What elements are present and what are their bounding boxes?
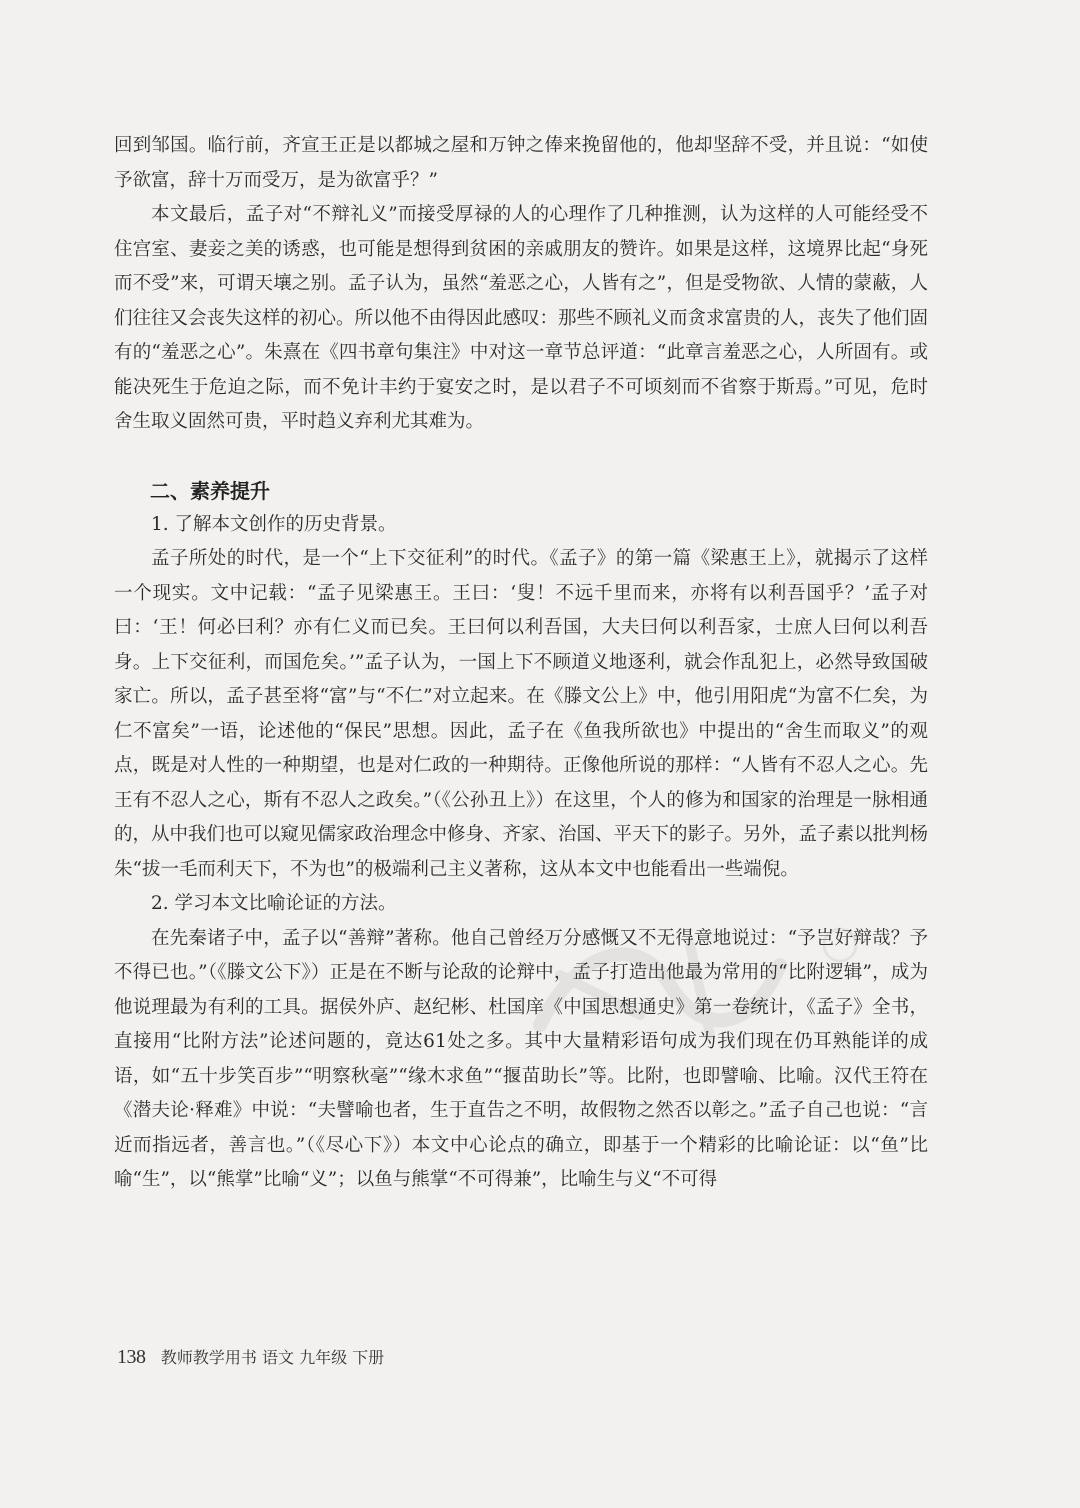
item-1-paragraph: 孟子所处的时代，是一个“上下交征利”的时代。《孟子》的第一篇《梁惠王上》，就揭示了这样一个现实。文中记载：“孟子见梁惠王。王曰：‘叟！不远千里而来，亦将有以利吾国乎？’孟子对曰：‘王！何必曰利？亦有仁义而已矣。王曰何以利吾国，大夫曰何以利吾家，士庶人曰何以利吾身。上下交征利，而国危矣。’”孟子认为，一国上下不顾道义地逐利，就会作乱犯上，必然导致国破家亡。所以，孟子甚至将“富”与“不仁”对立起来。在《滕文公上》中，他引用阳虎“为富不仁矣，为仁不富矣”一语，论述他的“保民”思想。因此，孟子在《鱼我所欲也》中提出的“舍生而取义”的观点，既是对人性的一种期望，也是对仁政的一种期待。正像他所说的那样：“人皆有不忍人之心。先王有不忍人之心，斯有不忍人之政矣。”（《公孙丑上》）在这里，个人的修为和国家的治理是一脉相通的，从中我们也可以窥见儒家政治理念中修身、齐家、治国、平天下的影子。另外，孟子素以批判杨朱“拔一毛而利天下，不为也”的极端利己主义著称，这从本文中也能看出一些端倪。 — [114, 548, 929, 880]
section-title: 二、素养提升 — [150, 478, 270, 503]
intro-paragraph-continued: 回到邹国。临行前，齐宣王正是以都城之屋和万钟之俸来挽留他的，他却坚辞不受，并且说：“如使予欲富，辞十万而受万，是为欲富乎？” — [114, 135, 928, 191]
page-footer — [117, 1345, 384, 1370]
book-title: 教师教学用书 语文 九年级 下册 — [160, 1348, 385, 1367]
item-2-paragraph: 在先秦诸子中，孟子以“善辩”著称。他自己曾经万分感慨又不无得意地说过：“予岂好辩哉？予不得已也。”（《滕文公下》）正是在不断与论敌的论辩中，孟子打造出他最为常用的“比附逻辑”，成为他说理最为有利的工具。据侯外庐、赵纪彬、杜国庠《中国思想通史》第一卷统计，《孟子》全书，直接用“比附方法”论述问题的，竟达61处之多。其中大量精彩语句成为我们现在仍耳熟能详的成语，如“五十步笑百步”“明察秋毫”“缘木求鱼”“揠苗助长”等。比附，也即譬喻、比喻。汉代王符在《潜夫论·释难》中说：“夫譬喻也者，生于直告之不明，故假物之然否以彰之。”孟子自己也说：“言近而指远者，善言也。”（《尽心下》）本文中心论点的确立，即基于一个精彩的比喻论证：以“鱼”比喻“生”，以“熊掌”比喻“义”；以鱼与熊掌“不可得兼”，比喻生与义“不可得 — [114, 927, 928, 1190]
item-1-title: 1. 了解本文创作的历史背景。 — [151, 513, 397, 535]
intro-paragraph-summary: 本文最后，孟子对“不辩礼义”而接受厚禄的人的心理作了几种推测，认为这样的人可能经受不住宫室、妻妾之美的诱惑，也可能是想得到贫困的亲戚朋友的赞许。如果是这样，这境界比起“身死而不受”来，可谓天壤之别。孟子认为，虽然“羞恶之心，人皆有之”，但是受物欲、人情的蒙蔽，人们往往又会丧失这样的初心。所以他不由得因此感叹：那些不顾礼义而贪求富贵的人，丧失了他们固有的“羞恶之心”。朱熹在《四书章句集注》中对这一章节总评道：“此章言羞恶之心，人所固有。或能决死生于危迫之际，而不免计丰约于宴安之时，是以君子不可顷刻而不省察于斯焉。”可见，危时舍生取义固然可贵，平时趋义弃利尤其难为。 — [114, 204, 929, 432]
page-number: 138 — [117, 1346, 146, 1368]
page-content — [114, 129, 928, 1198]
item-2-title: 2. 学习本文比喻论证的方法。 — [151, 893, 397, 914]
section-spacer — [114, 440, 928, 474]
